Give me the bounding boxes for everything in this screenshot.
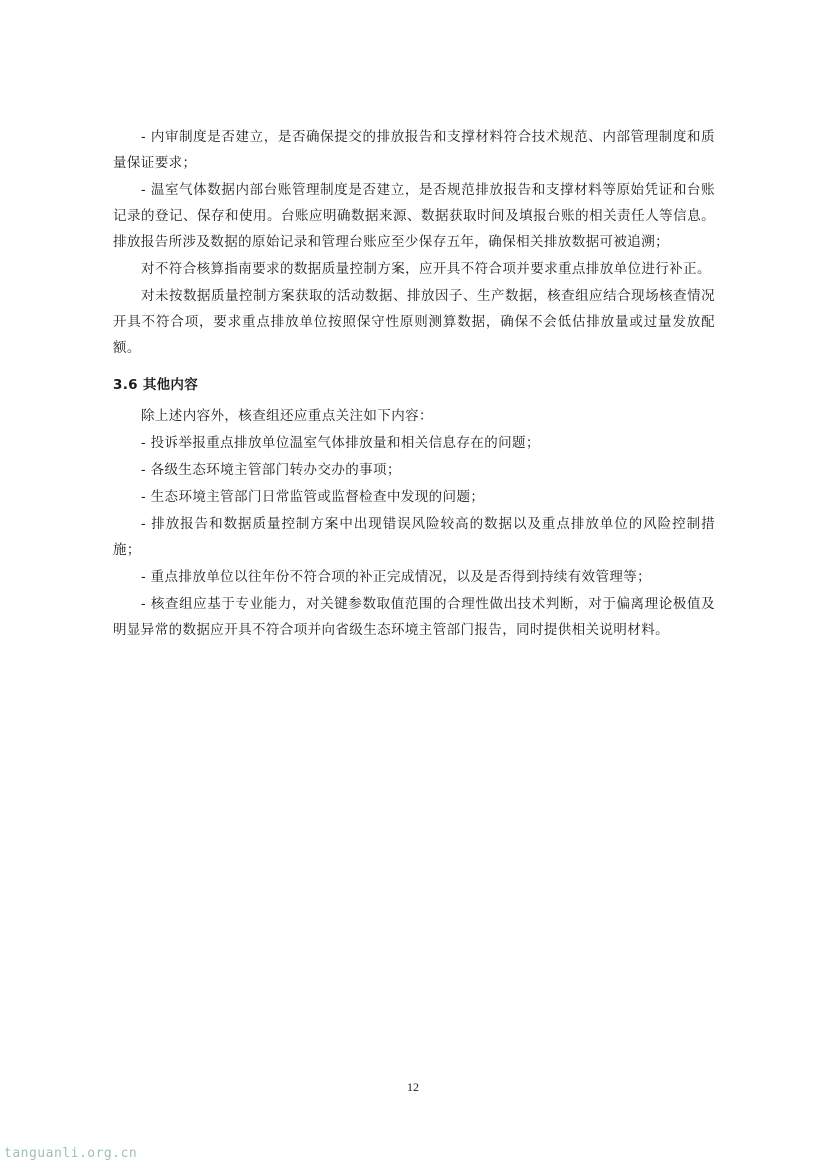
section-heading: 3.6 其他内容: [113, 377, 199, 393]
paragraph-ledger-management: - 温室气体数据内部台账管理制度是否建立，是否规范排放报告和支撑材料等原始凭证和台账记录的登记、保存和使用。台账应明确数据来源、数据获取时间及填报台账的相关责任人等信息。排放报告所涉及数据的原始记录和管理台账应至少保存五年，确保相关排放数据可被追溯；: [113, 182, 715, 250]
document-body: [113, 124, 715, 644]
list-item: - 核查组应基于专业能力，对关键参数取值范围的合理性做出技术判断，对于偏离理论极值及明显异常的数据应开具不符合项并向省级生态环境主管部门报告，同时提供相关说明材料。: [113, 596, 715, 638]
site-watermark: tanguanli.org.cn: [4, 1146, 138, 1161]
paragraph-conservative-estimation: 对未按数据质量控制方案获取的活动数据、排放因子、生产数据，核查组应结合现场核查情况开具不符合项，要求重点排放单位按照保守性原则测算数据，确保不会低估排放量或过量发放配额。: [113, 288, 715, 356]
paragraph-internal-audit: - 内审制度是否建立，是否确保提交的排放报告和支撑材料符合技术规范、内部管理制度和质量保证要求；: [113, 129, 715, 171]
paragraph-nonconforming-plan: 对不符合核算指南要求的数据质量控制方案，应开具不符合项并要求重点排放单位进行补正。: [141, 261, 711, 277]
list-item: - 排放报告和数据质量控制方案中出现错误风险较高的数据以及重点排放单位的风险控制措施；: [113, 516, 715, 558]
list-item: - 生态环境主管部门日常监管或监督检查中发现的问题；: [141, 489, 485, 505]
list-item: - 重点排放单位以往年份不符合项的补正完成情况，以及是否得到持续有效管理等；: [141, 569, 652, 585]
list-item: - 各级生态环境主管部门转办交办的事项；: [141, 462, 401, 478]
paragraph-intro: 除上述内容外，核查组还应重点关注如下内容：: [141, 408, 433, 424]
list-item: - 投诉举报重点排放单位温室气体排放量和相关信息存在的问题；: [141, 435, 540, 451]
page-number: 12: [407, 1080, 419, 1094]
